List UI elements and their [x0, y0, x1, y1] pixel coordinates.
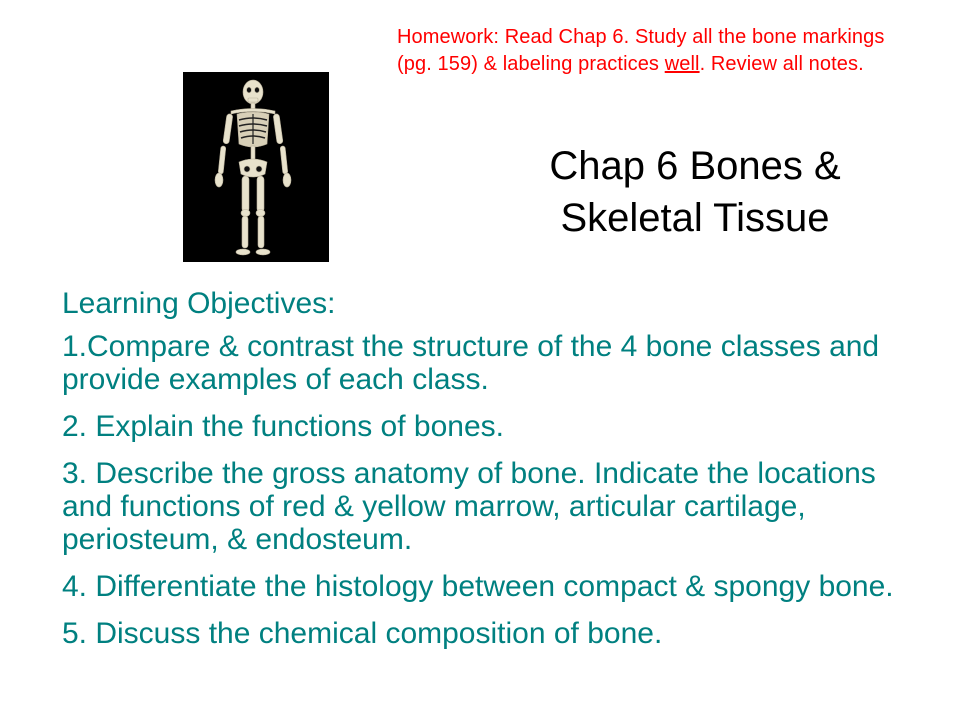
skeleton-icon — [183, 72, 329, 262]
objective-item: 1.Compare & contrast the structure of the 4 bone classes and provide examples of each class. — [62, 330, 880, 396]
objective-item: 2. Explain the functions of bones. — [62, 410, 504, 443]
skeleton-image — [183, 72, 329, 262]
homework-text-after: . Review all notes. — [699, 53, 864, 75]
objectives-heading: Learning Objectives: — [62, 287, 336, 320]
objective-item: 3. Describe the gross anatomy of bone. Indicate the locations and functions of red & yellow marrow, articular cartilage, periosteum, & endosteum. — [62, 457, 876, 556]
objective-item: 4. Differentiate the histology between compact & spongy bone. — [62, 570, 894, 603]
homework-note — [397, 24, 917, 78]
homework-text-before: Homework: Read Chap 6. Study all the bone markings (pg. 159) & labeling practices — [397, 26, 885, 75]
objective-item: 5. Discuss the chemical composition of bone. — [62, 617, 663, 650]
learning-objectives — [62, 286, 932, 664]
slide-title — [470, 140, 920, 244]
homework-underlined-word: well — [664, 53, 700, 75]
slide-title-line-2: Skeletal Tissue — [560, 196, 830, 240]
slide-title-line-1: Chap 6 Bones & — [549, 144, 841, 188]
